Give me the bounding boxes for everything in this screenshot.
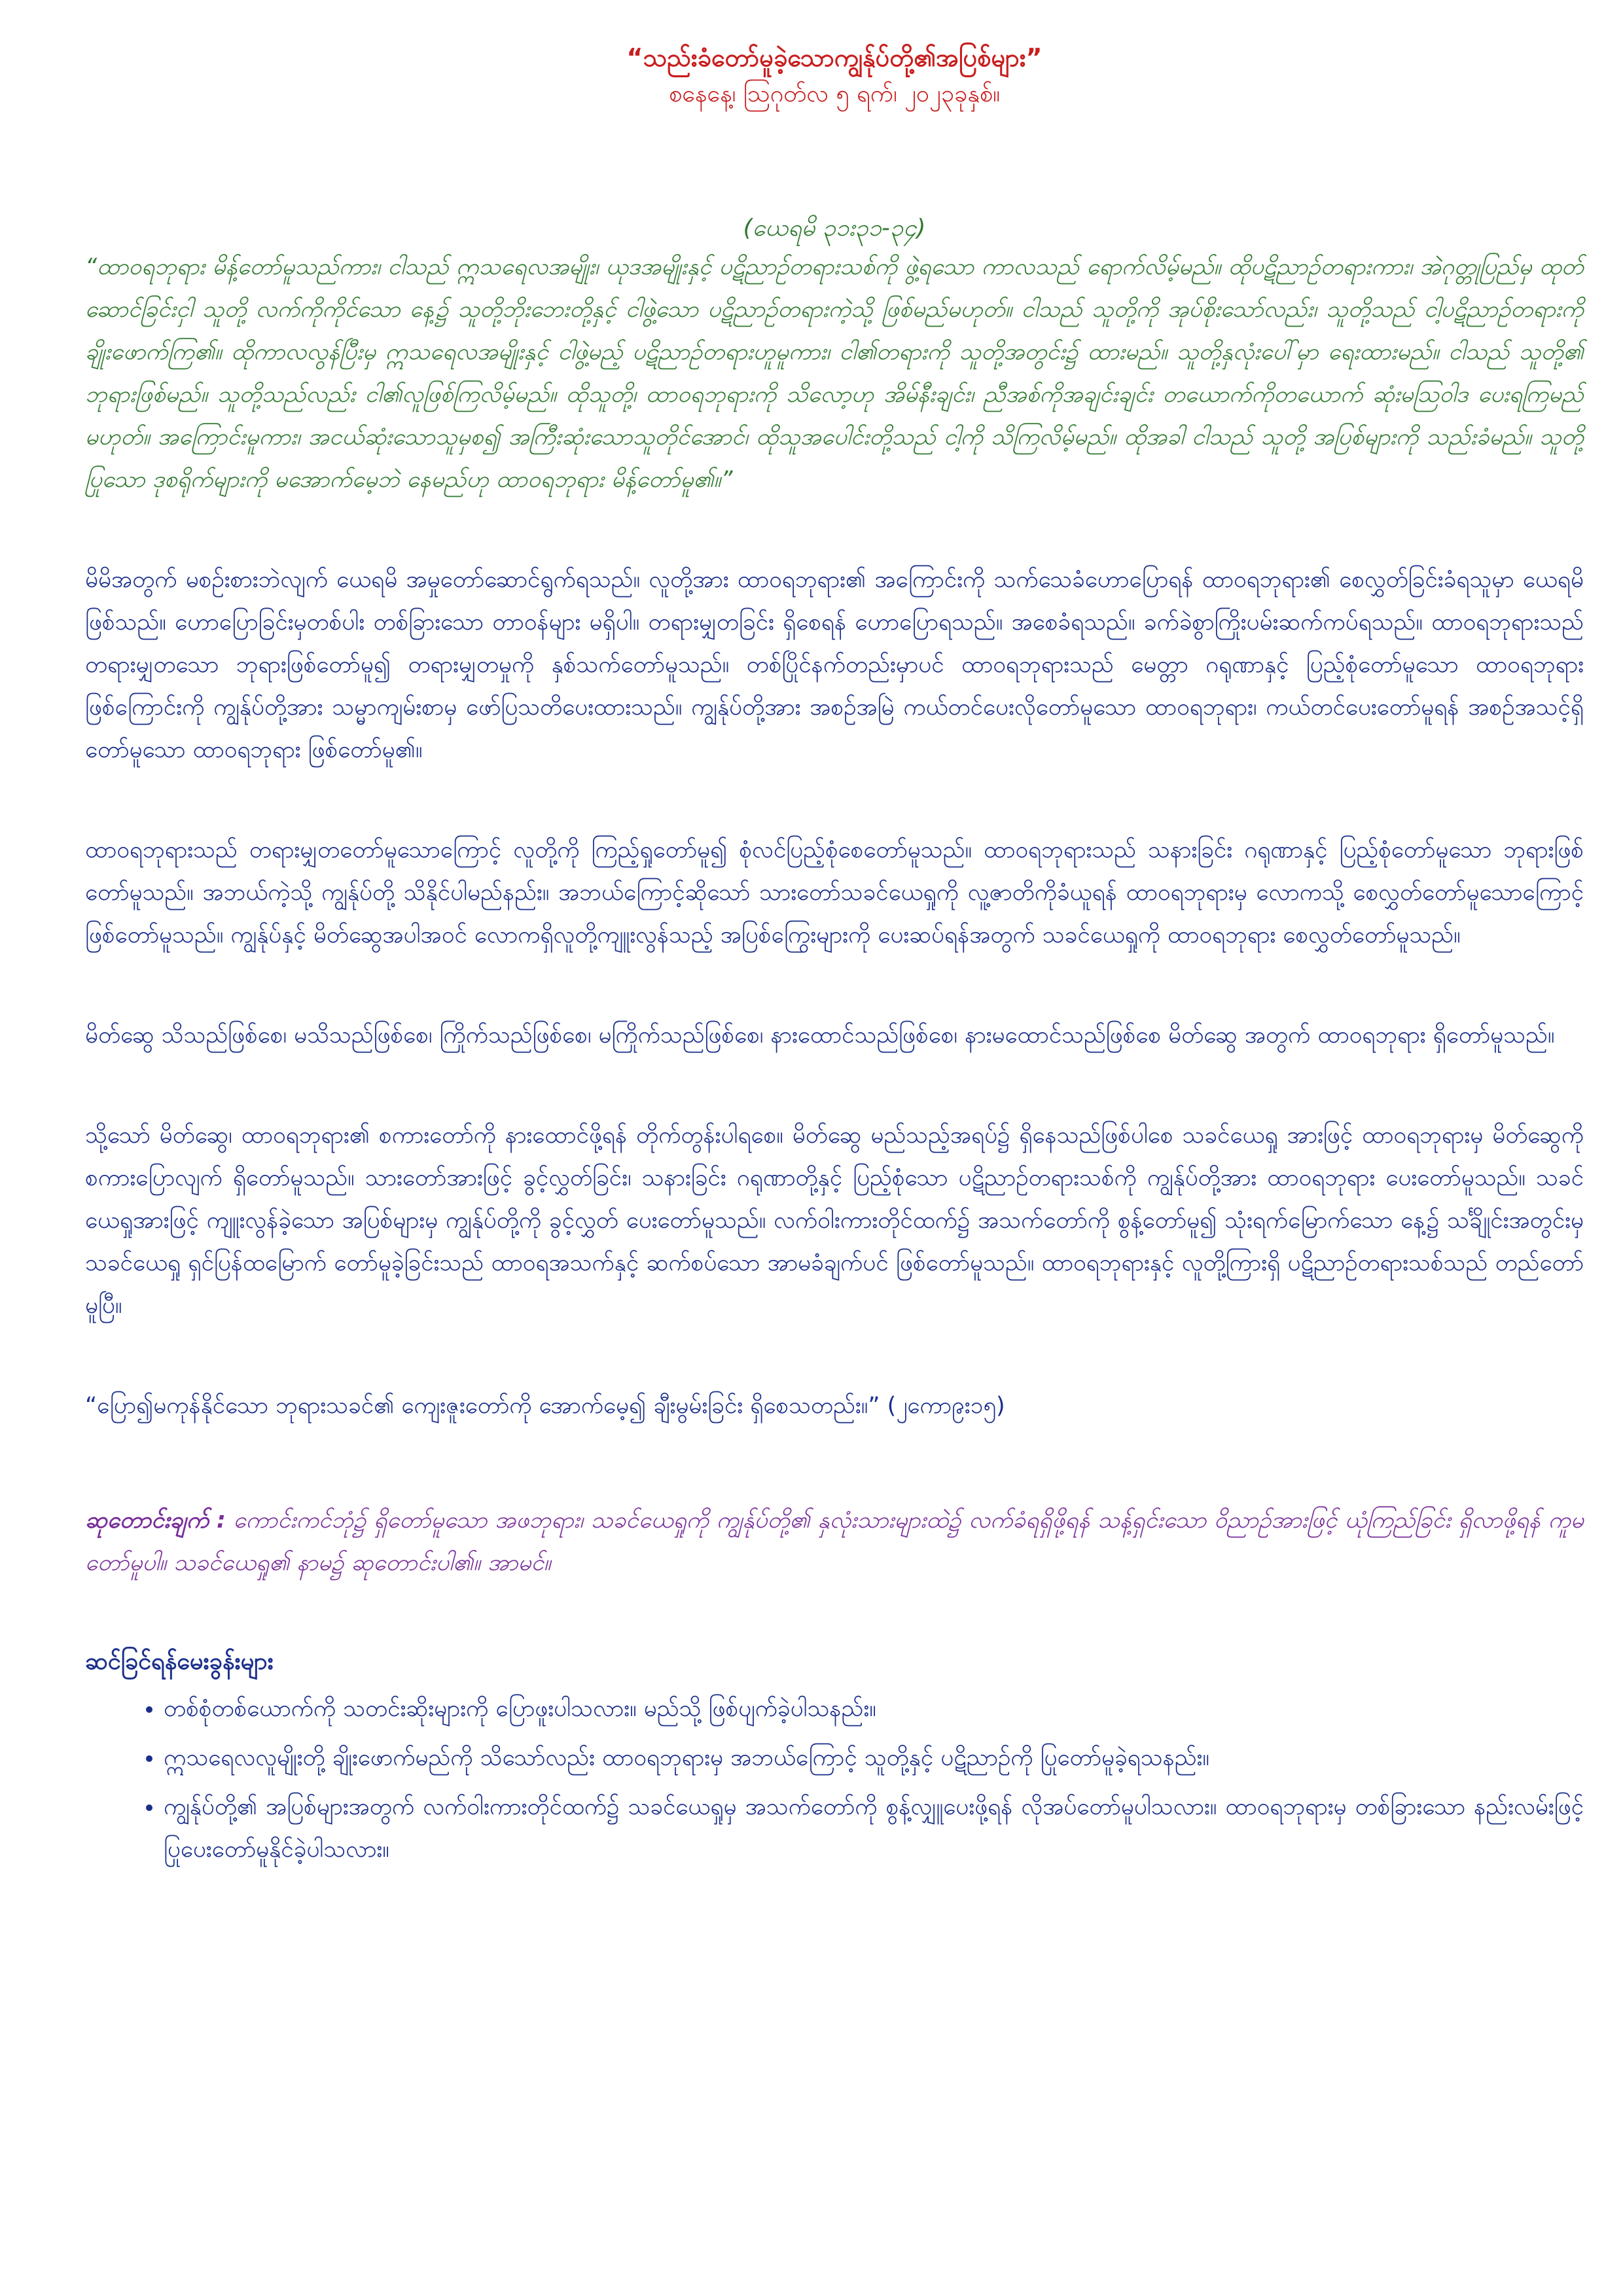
questions-list: [85, 1688, 1584, 1871]
body-paragraph-1: မိမိအတွက် မစဉ်းစားဘဲလျက် ယေရမိ အမှုတော်ဆောင်ရွက်ရသည်။ လူတို့အား ထာဝရဘုရား၏ အကြောင်းကို သက်သေခံဟောပြောရန် ထာဝရဘုရား၏ စေလွှတ်ခြင်းခံရသူမှာ ယေရမိဖြစ်သည်။ ဟောပြောခြင်းမှတစ်ပါး တစ်ခြားသော တာဝန်များ မရှိပါ။ တရားမျှတခြင်း ရှိစေရန် ဟောပြောရသည်။ အစေခံရသည်။ ခက်ခဲစွာကြိုးပမ်းဆက်ကပ်ရသည်။ ထာဝရဘုရားသည် တရားမျှတသော ဘုရားဖြစ်တော်မူ၍ တရားမျှတမှုကို နှစ်သက်တော်မူသည်။ တစ်ပြိုင်နက်တည်းမှာပင် ထာဝရဘုရားသည် မေတ္တာ ဂရုဏာနှင့် ပြည့်စုံတော်မူသော ထာဝရဘုရား ဖြစ်ကြောင်းကို ကျွန်ုပ်တို့အား သမ္မာကျမ်းစာမှ ဖော်ပြသတိပေးထားသည်။ ကျွန်ုပ်တို့အား အစဉ်အမြဲ ကယ်တင်ပေးလိုတော်မူသော ထာဝရဘုရား၊ ကယ်တင်ပေးတော်မူရန် အစဉ်အသင့်ရှိတော်မူသော ထာဝရဘုရား ဖြစ်တော်မူ၏။: [85, 567, 1584, 763]
scripture-text: “ထာဝရဘုရား မိန့်တော်မူသည်ကား၊ ငါသည် ဣသရေလအမျိုး၊ ယုဒအမျိုးနှင့် ပဋိညာဉ်တရားသစ်ကို ဖွဲ့ရသော ကာလသည် ရောက်လိမ့်မည်။ ထိုပဋိညာဉ်တရားကား၊ အဲဂုတ္တုပြည်မှ ထုတ်ဆောင်ခြင်းငှါ သူတို့ လက်ကိုကိုင်သော နေ့၌ သူတို့ဘိုးဘေးတို့နှင့် ငါဖွဲ့သော ပဋိညာဉ်တရားကဲ့သို့ ဖြစ်မည်မဟုတ်။ ငါသည် သူတို့ကို အုပ်စိုးသော်လည်း၊ သူတို့သည် ငါ့ပဋိညာဉ်တရားကို ချိုးဖောက်ကြ၏။ ထိုကာလလွန်ပြီးမှ ဣသရေလအမျိုးနှင့် ငါဖွဲ့မည့် ပဋိညာဉ်တရားဟူမူကား၊ ငါ၏တရားကို သူတို့အတွင်း၌ ထားမည်။ သူတို့နှလုံးပေါ်မှာ ရေးထားမည်။ ငါသည် သူတို့၏ ဘုရားဖြစ်မည်။ သူတို့သည်လည်း ငါ၏လူဖြစ်ကြလိမ့်မည်။ ထိုသူတို့၊ ထာဝရဘုရားကို သိလော့ဟု အိမ်နီးချင်း၊ ညီအစ်ကိုအချင်းချင်း တယောက်ကိုတယောက် ဆုံးမသြဝါဒ ပေးရကြမည် မဟုတ်။ အကြောင်းမူကား၊ အငယ်ဆုံးသောသူမှစ၍ အကြီးဆုံးသောသူတိုင်အောင်၊ ထိုသူအပေါင်းတို့သည် ငါ့ကို သိကြလိမ့်မည်။ ထိုအခါ ငါသည် သူတို့ အပြစ်များကို သည်းခံမည်။ သူတို့ပြုသော ဒုစရိုက်များကို မအောက်မေ့ဘဲ နေမည်ဟု ထာဝရဘုရား မိန့်တော်မူ၏။”: [85, 254, 1584, 493]
body-paragraph-4: သို့သော် မိတ်ဆွေ၊ ထာဝရဘုရား၏ စကားတော်ကို နားထောင်ဖို့ရန် တိုက်တွန်းပါရစေ။ မိတ်ဆွေ မည်သည့်အရပ်၌ ရှိနေသည်ဖြစ်ပါစေ သခင်ယေရှု အားဖြင့် ထာဝရဘုရားမှ မိတ်ဆွေကို စကားပြောလျက် ရှိတော်မူသည်။ သားတော်အားဖြင့် ခွင့်လွှတ်ခြင်း၊ သနားခြင်း ဂရုဏာတို့နှင့် ပြည့်စုံသော ပဋိညာဉ်တရားသစ်ကို ကျွန်ုပ်တို့အား ထာဝရဘုရား ပေးတော်မူသည်။ သခင်ယေရှုအားဖြင့် ကျူးလွန်ခဲ့သော အပြစ်များမှ ကျွန်ုပ်တို့ကို ခွင့်လွှတ် ပေးတော်မူသည်။ လက်ဝါးကားတိုင်ထက်၌ အသက်တော်ကို စွန့်တော်မူ၍ သုံးရက်မြောက်သော နေ့၌ သင်္ချိုင်းအတွင်းမှ သခင်ယေရှု ရှင်ပြန်ထမြောက် တော်မူခဲ့ခြင်းသည် ထာဝရအသက်နှင့် ဆက်စပ်သော အာမခံချက်ပင် ဖြစ်တော်မူသည်။ ထာဝရဘုရားနှင့် လူတို့ကြားရှိ ပဋိညာဉ်တရားသစ်သည် တည်တော်မူပြီ။: [85, 1122, 1584, 1319]
questions-heading: ဆင်ခြင်ရန်မေးခွန်းများ: [85, 1648, 274, 1675]
question-item: • ကျွန်ုပ်တို့၏ အပြစ်များအတွက် လက်ဝါးကားတိုင်ထက်၌ သခင်ယေရှုမှ အသက်တော်ကို စွန့်လျှူပေးဖို့ရန် လိုအပ်တော်မူပါသလား။ ထာဝရဘုရားမှ တစ်ခြားသော နည်းလမ်းဖြင့် ပြုပေးတော်မူနိုင်ခဲ့ပါသလား။: [164, 1786, 1584, 1871]
prayer-separator: :: [216, 1507, 226, 1534]
scripture-reference: (ယေရမိ ၃၁း၃၁-၃၄): [743, 215, 926, 242]
prayer-label: ဆုတောင်းချက်: [85, 1507, 209, 1534]
question-item: • တစ်စုံတစ်ယောက်ကို သတင်းဆိုးများကို ပြောဖူးပါသလား။ မည်သို့ ဖြစ်ပျက်ခဲ့ပါသနည်း။: [164, 1688, 1584, 1731]
question-item: • ဣသရေလလူမျိုးတို့ ချိုးဖောက်မည်ကို သိသော်လည်း ထာဝရဘုရားမှ အဘယ်ကြောင့် သူတို့နှင့် ပဋိညာဉ်ကို ပြုတော်မူခဲ့ရသနည်း။: [164, 1737, 1584, 1780]
prayer-text: ကောင်းကင်ဘုံ၌ ရှိတော်မူသော အဖဘုရား၊ သခင်ယေရှုကို ကျွန်ုပ်တို့၏ နှလုံးသားများထဲ၌ လက်ခံရရှိဖို့ရန် သန့်ရှင်းသော ဝိညာဉ်အားဖြင့် ယုံကြည်ခြင်း ရှိလာဖို့ရန် ကူမတော်မူပါ။ သခင်ယေရှု၏ နာမ၌ ဆုတောင်းပါ၏။ အာမင်။: [85, 1507, 1584, 1576]
page-title: “သည်းခံတော်မူခဲ့သောကျွန်ုပ်တို့၏အပြစ်များ”: [626, 43, 1043, 72]
devotional-page: [85, 39, 1584, 1878]
verse-quote: “ပြော၍မကုန်နိုင်သော ဘုရားသခင်၏ ကျေးဇူးတော်ကို အောက်မေ့၍ ချီးမွမ်းခြင်း ရှိစေသတည်း။” (၂ကော၉း၁၅): [85, 1393, 1005, 1419]
body-paragraph-3: မိတ်ဆွေ သိသည်ဖြစ်စေ၊ မသိသည်ဖြစ်စေ၊ ကြိုက်သည်ဖြစ်စေ၊ မကြိုက်သည်ဖြစ်စေ၊ နားထောင်သည်ဖြစ်စေ၊ နားမထောင်သည်ဖြစ်စေ မိတ်ဆွေ အတွက် ထာဝရဘုရား ရှိတော်မူသည်။: [85, 1022, 1555, 1049]
prayer-block: [85, 1499, 1584, 1585]
date-line: စနေနေ့၊ ဩဂုတ်လ ၅ ရက်၊ ၂၀၂၃ခုနှစ်။: [668, 81, 1000, 107]
body-paragraph-2: ထာဝရဘုရားသည် တရားမျှတတော်မူသောကြောင့် လူတို့ကို ကြည့်ရှုတော်မူ၍ စုံလင်ပြည့်စုံစေတော်မူသည်။ ထာဝရဘုရားသည် သနားခြင်း ဂရုဏာနှင့် ပြည့်စုံတော်မူသော ဘုရားဖြစ်တော်မူသည်။ အဘယ်ကဲ့သို့ ကျွန်ုပ်တို့ သိနိုင်ပါမည်နည်း။ အဘယ်ကြောင့်ဆိုသော် သားတော်သခင်ယေရှုကို လူ့ဇာတိကိုခံယူရန် ထာဝရဘုရားမှ လောကသို့ စေလွှတ်တော်မူသောကြောင့် ဖြစ်တော်မူသည်။ ကျွန်ုပ်နှင့် မိတ်ဆွေအပါအဝင် လောကရှိလူတို့ကျူးလွန်သည့် အပြစ်ကြွေးများကို ပေးဆပ်ရန်အတွက် သခင်ယေရှုကို ထာဝရဘုရား စေလွှတ်တော်မူသည်။: [85, 837, 1584, 948]
